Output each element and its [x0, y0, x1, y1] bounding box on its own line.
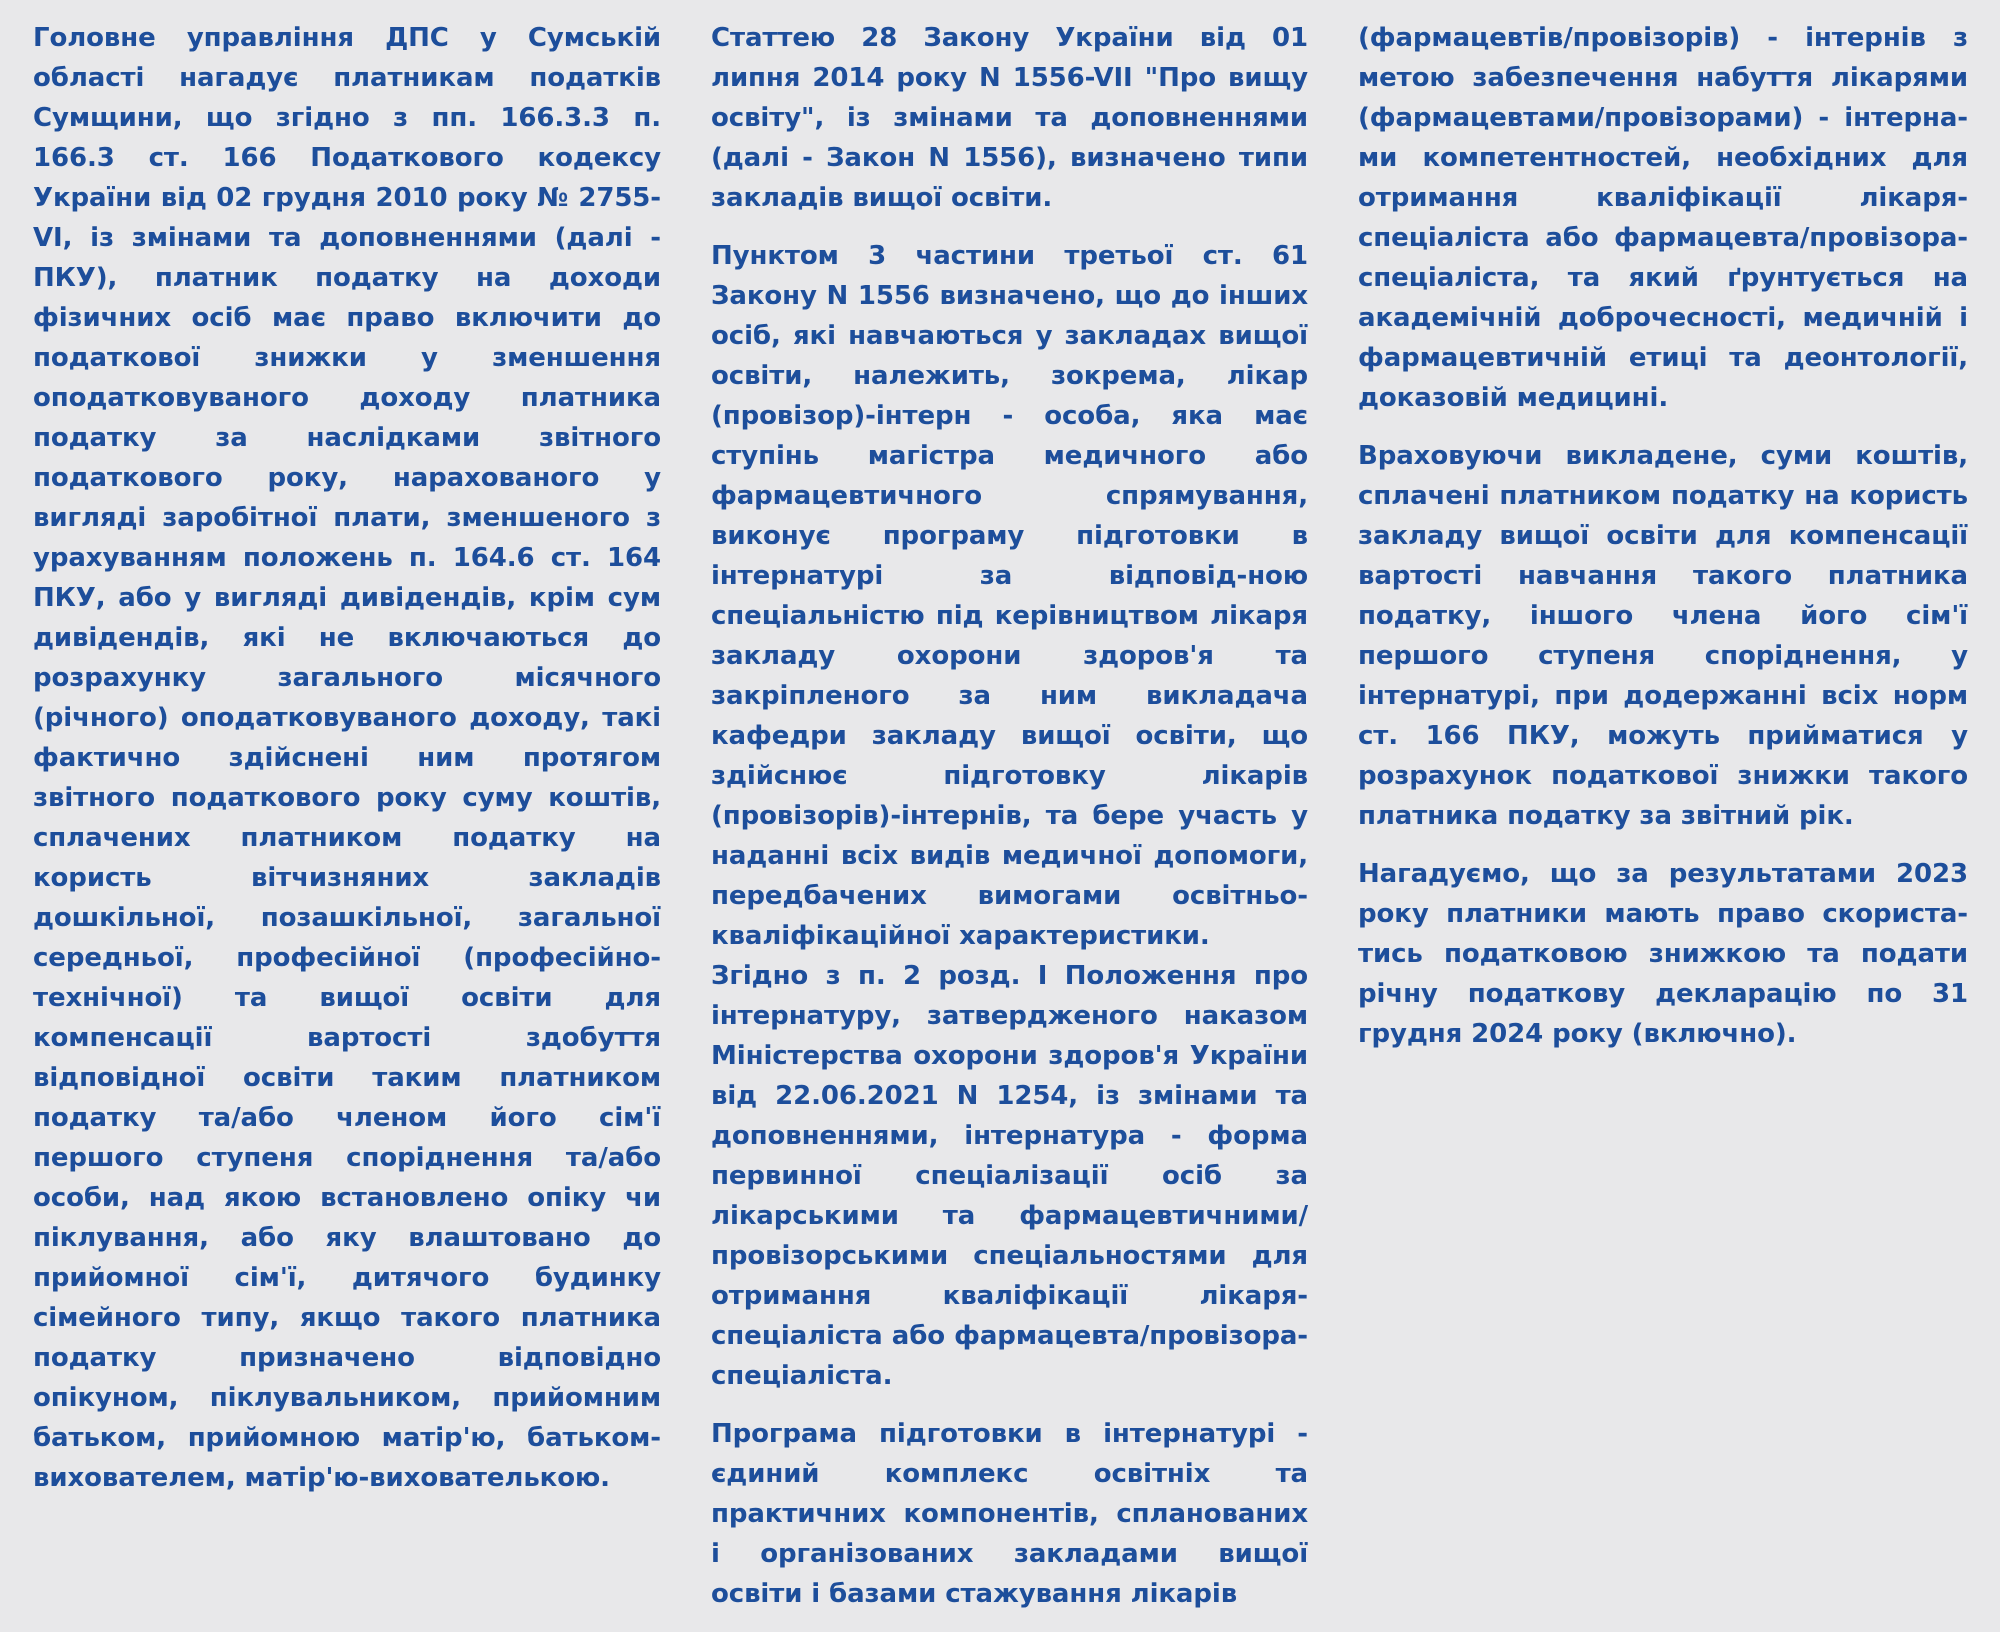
paragraph-intern-definition: Пунктом 3 частини третьої ст. 61 Закону N 1556 визначено, що до інших осіб, які навчаються у закладах вищої освіти, належить, зокрема, лікар (провізор)-інтерн - особа, яка має ступінь магістра медичного або фармацевтичного спрямування, виконує програму підготовки в інтернатурі за відповід-ною спеціальністю під керівництвом лікаря закладу охорони здоров'я та закріпленого за ним викладача кафедри закладу вищої освіти, що здійснює підготовку лікарів (провізорів)-інтернів, та бере участь у наданні всіх видів медичної допомоги, передбачених вимогами освітньо-кваліфікаційної характеристики.: [711, 241, 1308, 951]
paragraph-reminder: Нагадуємо, що за результатами 2023 року платники мають право скориста-тись податковою знижкою та подати річну податкову декларацію по 31 грудня 2024 року (включно).: [1358, 859, 1968, 1049]
text-column-3: [1358, 18, 1968, 1072]
paragraph-law-1556: Статтею 28 Закону України від 01 липня 2014 року N 1556-VII "Про вищу освіту", із змінами та доповненнями (далі - Закон N 1556), визначено типи закладів вищої освіти.: [711, 23, 1308, 213]
text-column-2: [711, 18, 1308, 1632]
paragraph-conclusion: Враховуючи викладене, суми коштів, сплачені платником податку на користь закладу вищої освіти для компенсації вартості навчання такого платника податку, іншого члена його сім'ї першого ступеня споріднення, у інтернатурі, при додержанні всіх норм ст. 166 ПКУ, можуть прийматися у розрахунок податкової знижки такого платника податку за звітний рік.: [1358, 441, 1968, 831]
paragraph-internship-regulation: Згідно з п. 2 розд. І Положення про інтернатуру, затвердженого наказом Міністерства охорони здоров'я України від 22.06.2021 N 1254, із змінами та доповненнями, інтернатура - форма первинної спеціалізації осіб за лікарськими та фармацевтичними/ провізорськими спеціальностями для отримання кваліфікації лікаря-спеціаліста або фармацевта/провізора-спеціаліста.: [711, 961, 1308, 1391]
paragraph-internship-program: Програма підготовки в інтернатурі - єдиний комплекс освітніх та практичних компонентів, спланованих і організованих закладами вищої освіти і базами стажування лікарів: [711, 1419, 1308, 1609]
paragraph-tax-deduction-intro: Головне управління ДПС у Сумській області нагадує платникам податків Сумщини, що згідно з пп. 166.3.3 п. 166.3 ст. 166 Податкового кодексу України від 02 грудня 2010 року № 2755-VI, із змінами та доповненнями (далі - ПКУ), платник податку на доходи фізичних осіб має право включити до податкової знижки у зменшення оподатковуваного доходу платника податку за наслідками звітного податкового року, нарахованого у вигляді заробітної плати, зменшеного з урахуванням положень п. 164.6 ст. 164 ПКУ, або у вигляді дивідендів, крім сум дивідендів, які не включаються до розрахунку загального місячного (річного) оподатковуваного доходу, такі фактично здійснені ним протягом звітного податкового року суму коштів, сплачених платником податку на користь вітчизняних закладів дошкільної, позашкільної, загальної середньої, професійної (професійно-технічної) та вищої освіти для компенсації вартості здобуття відповідної освіти таким платником податку та/або членом його сім'ї першого ступеня споріднення та/або особи, над якою встановлено опіку чи піклування, або яку влаштовано до прийомної сім'ї, дитячого будинку сімейного типу, якщо такого платника податку призначено відповідно опікуном, піклувальником, прийомним батьком, прийомною матір'ю, батьком-вихователем, матір'ю-вихователькою.: [33, 23, 661, 1493]
text-column-1: [33, 18, 661, 1516]
paragraph-program-continued: (фармацевтів/провізорів) - інтернів з метою забезпечення набуття лікарями (фармацевтами/провізорами) - інтерна-ми компетентностей, необхідних для отримання кваліфікації лікаря-спеціаліста або фармацевта/провізора-спеціаліста, та який ґрунтується на академічній доброчесності, медичній і фармацевтичній етиці та деонтології, доказовій медицині.: [1358, 23, 1968, 413]
